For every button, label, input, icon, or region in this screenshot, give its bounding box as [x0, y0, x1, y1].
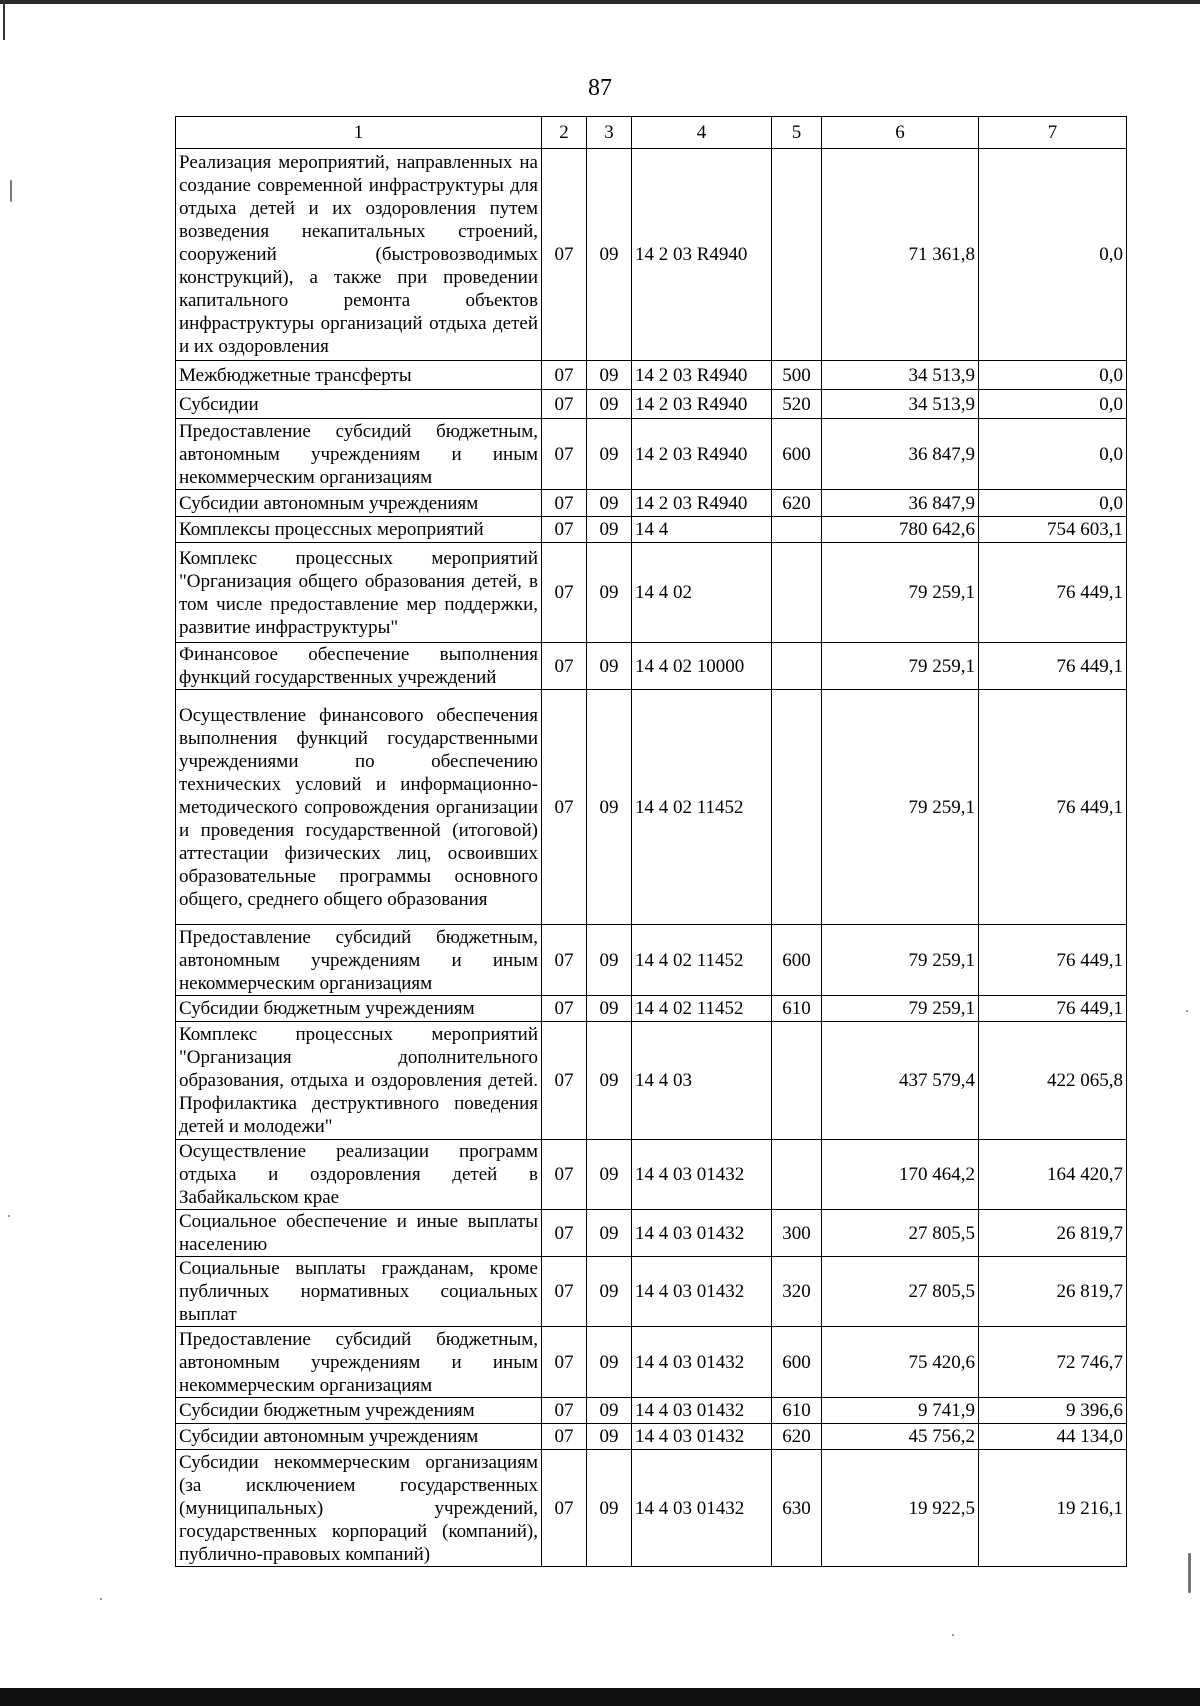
- table-cell-col1: Субсидии бюджетным учреждениям: [176, 1398, 542, 1424]
- table-cell-col2: 07: [542, 1327, 587, 1398]
- table-cell-col7: 19 216,1: [979, 1450, 1127, 1567]
- table-cell-col1: Субсидии автономным учреждениям: [176, 1424, 542, 1450]
- table-cell-col6: 27 805,5: [822, 1210, 979, 1257]
- table-cell-col2: 07: [542, 1398, 587, 1424]
- table-cell-col4: 14 4 02 11452: [632, 690, 772, 925]
- column-header-6: 6: [822, 117, 979, 149]
- table-cell-col4: 14 2 03 R4940: [632, 361, 772, 390]
- table-cell-col2: 07: [542, 419, 587, 490]
- table-row: [176, 1210, 1127, 1257]
- scan-mark: [8, 1215, 10, 1217]
- table-row: [176, 1398, 1127, 1424]
- table-row: [176, 1327, 1127, 1398]
- table-cell-col2: 07: [542, 1257, 587, 1327]
- table-cell-col2: 07: [542, 690, 587, 925]
- table-cell-col4: 14 2 03 R4940: [632, 490, 772, 517]
- table-cell-col6: 75 420,6: [822, 1327, 979, 1398]
- table-cell-col4: 14 4 02 11452: [632, 996, 772, 1022]
- table-cell-col5: 520: [772, 390, 822, 419]
- table-cell-col1: Социальные выплаты гражданам, кроме публичных нормативных социальных выплат: [176, 1257, 542, 1327]
- table-row: [176, 1140, 1127, 1210]
- table-row: [176, 543, 1127, 643]
- table-cell-col3: 09: [587, 543, 632, 643]
- table-cell-col3: 09: [587, 1022, 632, 1140]
- table-row: [176, 1424, 1127, 1450]
- table-cell-col2: 07: [542, 390, 587, 419]
- table-row: [176, 1450, 1127, 1567]
- table-cell-col6: 45 756,2: [822, 1424, 979, 1450]
- column-header-2: 2: [542, 117, 587, 149]
- table-row: [176, 149, 1127, 361]
- table-cell-col2: 07: [542, 925, 587, 996]
- table-cell-col5: [772, 1022, 822, 1140]
- table-cell-col5: [772, 517, 822, 543]
- column-header-5: 5: [772, 117, 822, 149]
- table-cell-col1: Социальное обеспечение и иные выплаты населению: [176, 1210, 542, 1257]
- table-cell-col6: 36 847,9: [822, 419, 979, 490]
- table-cell-col1: Комплексы процессных мероприятий: [176, 517, 542, 543]
- table-cell-col5: 600: [772, 925, 822, 996]
- table-cell-col1: Субсидии некоммерческим организациям (за исключением государственных (муниципальных) учреждений, государственных корпораций (компаний), публично-правовых компаний): [176, 1450, 542, 1567]
- table-cell-col7: 754 603,1: [979, 517, 1127, 543]
- table-cell-col6: 34 513,9: [822, 361, 979, 390]
- table-cell-col3: 09: [587, 361, 632, 390]
- table-body: [176, 149, 1127, 1567]
- table-cell-col3: 09: [587, 1257, 632, 1327]
- table-cell-col4: 14 4: [632, 517, 772, 543]
- table-cell-col2: 07: [542, 1424, 587, 1450]
- scan-mark: [10, 180, 12, 202]
- scan-mark: [1186, 1010, 1188, 1012]
- table-cell-col5: 600: [772, 1327, 822, 1398]
- table-cell-col3: 09: [587, 1424, 632, 1450]
- table-cell-col3: 09: [587, 1327, 632, 1398]
- table-cell-col7: 76 449,1: [979, 690, 1127, 925]
- table-cell-col7: 0,0: [979, 390, 1127, 419]
- table-cell-col2: 07: [542, 1210, 587, 1257]
- table-cell-col7: 9 396,6: [979, 1398, 1127, 1424]
- table-cell-col7: 422 065,8: [979, 1022, 1127, 1140]
- table-cell-col3: 09: [587, 996, 632, 1022]
- table-cell-col6: 170 464,2: [822, 1140, 979, 1210]
- table-cell-col1: Межбюджетные трансферты: [176, 361, 542, 390]
- scan-mark: [952, 1634, 954, 1636]
- table-cell-col1: Субсидии: [176, 390, 542, 419]
- page-number: 87: [588, 75, 612, 101]
- table-cell-col3: 09: [587, 1210, 632, 1257]
- table-cell-col7: 164 420,7: [979, 1140, 1127, 1210]
- table-cell-col3: 09: [587, 149, 632, 361]
- table-cell-col5: [772, 643, 822, 690]
- table-cell-col4: 14 4 02 11452: [632, 925, 772, 996]
- table-row: [176, 490, 1127, 517]
- table-cell-col5: [772, 690, 822, 925]
- table-row: [176, 361, 1127, 390]
- table-cell-col3: 09: [587, 925, 632, 996]
- table-cell-col5: 610: [772, 996, 822, 1022]
- table-cell-col1: Комплекс процессных мероприятий "Организация дополнительного образования, отдыха и оздоровления детей. Профилактика деструктивного поведения детей и молодежи": [176, 1022, 542, 1140]
- table-cell-col5: 600: [772, 419, 822, 490]
- budget-table: [175, 116, 1127, 1567]
- column-header-3: 3: [587, 117, 632, 149]
- table-cell-col6: 36 847,9: [822, 490, 979, 517]
- table-cell-col3: 09: [587, 419, 632, 490]
- table-cell-col2: 07: [542, 1022, 587, 1140]
- table-row: [176, 643, 1127, 690]
- table-cell-col1: Финансовое обеспечение выполнения функций государственных учреждений: [176, 643, 542, 690]
- table-cell-col3: 09: [587, 1398, 632, 1424]
- table-cell-col7: 26 819,7: [979, 1257, 1127, 1327]
- table-cell-col5: [772, 1140, 822, 1210]
- table-cell-col6: 437 579,4: [822, 1022, 979, 1140]
- table-cell-col3: 09: [587, 390, 632, 419]
- table-cell-col1: Комплекс процессных мероприятий "Организация общего образования детей, в том числе предоставление мер поддержки, развитие инфраструктуры": [176, 543, 542, 643]
- table-cell-col5: 300: [772, 1210, 822, 1257]
- table-cell-col7: 0,0: [979, 361, 1127, 390]
- table-cell-col7: 76 449,1: [979, 543, 1127, 643]
- table-cell-col5: 500: [772, 361, 822, 390]
- column-header-7: 7: [979, 117, 1127, 149]
- table-cell-col4: 14 4 03: [632, 1022, 772, 1140]
- table-cell-col7: 76 449,1: [979, 996, 1127, 1022]
- table-cell-col6: 79 259,1: [822, 925, 979, 996]
- table-cell-col2: 07: [542, 149, 587, 361]
- table-cell-col5: 610: [772, 1398, 822, 1424]
- table-cell-col4: 14 4 02 10000: [632, 643, 772, 690]
- table-row: [176, 996, 1127, 1022]
- table-row: [176, 925, 1127, 996]
- table-cell-col2: 07: [542, 643, 587, 690]
- table-cell-col6: 79 259,1: [822, 690, 979, 925]
- table-cell-col1: Предоставление субсидий бюджетным, автономным учреждениям и иным некоммерческим организациям: [176, 925, 542, 996]
- table-cell-col6: 79 259,1: [822, 543, 979, 643]
- table-cell-col7: 0,0: [979, 149, 1127, 361]
- scan-mark: [100, 1598, 102, 1600]
- table-cell-col2: 07: [542, 1140, 587, 1210]
- table-row: [176, 517, 1127, 543]
- table-cell-col2: 07: [542, 517, 587, 543]
- scan-top-edge: [0, 0, 1200, 4]
- table-row: [176, 1022, 1127, 1140]
- table-cell-col3: 09: [587, 1140, 632, 1210]
- table-cell-col7: 76 449,1: [979, 643, 1127, 690]
- table-cell-col7: 0,0: [979, 419, 1127, 490]
- table-cell-col4: 14 4 03 01432: [632, 1257, 772, 1327]
- table-cell-col3: 09: [587, 490, 632, 517]
- table-cell-col1: Предоставление субсидий бюджетным, автономным учреждениям и иным некоммерческим организациям: [176, 419, 542, 490]
- table-cell-col6: 34 513,9: [822, 390, 979, 419]
- table-cell-col2: 07: [542, 543, 587, 643]
- table-cell-col1: Субсидии бюджетным учреждениям: [176, 996, 542, 1022]
- table-cell-col4: 14 4 03 01432: [632, 1140, 772, 1210]
- table-cell-col4: 14 4 03 01432: [632, 1450, 772, 1567]
- table-cell-col7: 44 134,0: [979, 1424, 1127, 1450]
- table-cell-col3: 09: [587, 643, 632, 690]
- table-cell-col6: 780 642,6: [822, 517, 979, 543]
- table-cell-col2: 07: [542, 361, 587, 390]
- column-header-1: 1: [176, 117, 542, 149]
- table-cell-col3: 09: [587, 517, 632, 543]
- table-cell-col7: 26 819,7: [979, 1210, 1127, 1257]
- column-header-4: 4: [632, 117, 772, 149]
- table-cell-col4: 14 4 03 01432: [632, 1210, 772, 1257]
- table-cell-col7: 72 746,7: [979, 1327, 1127, 1398]
- table-cell-col5: 630: [772, 1450, 822, 1567]
- table-cell-col6: 19 922,5: [822, 1450, 979, 1567]
- table-cell-col1: Осуществление финансового обеспечения выполнения функций государственными учреждениями по обеспечению технических условий и информационно-методического сопровождения организации и проведения государственной (итоговой) аттестации физических лиц, освоивших образовательные программы основного общего, среднего общего образования: [176, 690, 542, 925]
- table-cell-col4: 14 4 03 01432: [632, 1424, 772, 1450]
- table-cell-col1: Субсидии автономным учреждениям: [176, 490, 542, 517]
- table-cell-col2: 07: [542, 996, 587, 1022]
- table-cell-col4: 14 4 03 01432: [632, 1398, 772, 1424]
- table-row: [176, 690, 1127, 925]
- table-cell-col4: 14 2 03 R4940: [632, 390, 772, 419]
- table-cell-col4: 14 4 03 01432: [632, 1327, 772, 1398]
- column-header-row: [176, 117, 1127, 149]
- table-cell-col1: Осуществление реализации программ отдыха и оздоровления детей в Забайкальском крае: [176, 1140, 542, 1210]
- table-row: [176, 390, 1127, 419]
- table-cell-col4: 14 2 03 R4940: [632, 419, 772, 490]
- table-cell-col7: 76 449,1: [979, 925, 1127, 996]
- scan-bottom-edge: [0, 1688, 1200, 1706]
- table-row: [176, 419, 1127, 490]
- table-cell-col3: 09: [587, 690, 632, 925]
- table-cell-col6: 9 741,9: [822, 1398, 979, 1424]
- table-cell-col6: 79 259,1: [822, 996, 979, 1022]
- table-cell-col2: 07: [542, 490, 587, 517]
- table-cell-col3: 09: [587, 1450, 632, 1567]
- table-cell-col5: [772, 149, 822, 361]
- table-row: [176, 1257, 1127, 1327]
- table-cell-col6: 79 259,1: [822, 643, 979, 690]
- scan-left-edge: [3, 0, 5, 40]
- table-cell-col7: 0,0: [979, 490, 1127, 517]
- table-cell-col5: [772, 543, 822, 643]
- table-cell-col6: 71 361,8: [822, 149, 979, 361]
- table-cell-col2: 07: [542, 1450, 587, 1567]
- table-cell-col4: 14 4 02: [632, 543, 772, 643]
- table-cell-col5: 320: [772, 1257, 822, 1327]
- table-cell-col5: 620: [772, 1424, 822, 1450]
- table-cell-col6: 27 805,5: [822, 1257, 979, 1327]
- table-cell-col5: 620: [772, 490, 822, 517]
- table-cell-col1: Предоставление субсидий бюджетным, автономным учреждениям и иным некоммерческим организациям: [176, 1327, 542, 1398]
- table-cell-col1: Реализация мероприятий, направленных на создание современной инфраструктуры для отдыха детей и их оздоровления путем возведения некапитальных строений, сооружений (быстровозводимых конструкций), а также при проведении капитального ремонта объектов инфраструктуры организаций отдыха детей и их оздоровления: [176, 149, 542, 361]
- table-cell-col4: 14 2 03 R4940: [632, 149, 772, 361]
- scan-mark: [1188, 1553, 1191, 1593]
